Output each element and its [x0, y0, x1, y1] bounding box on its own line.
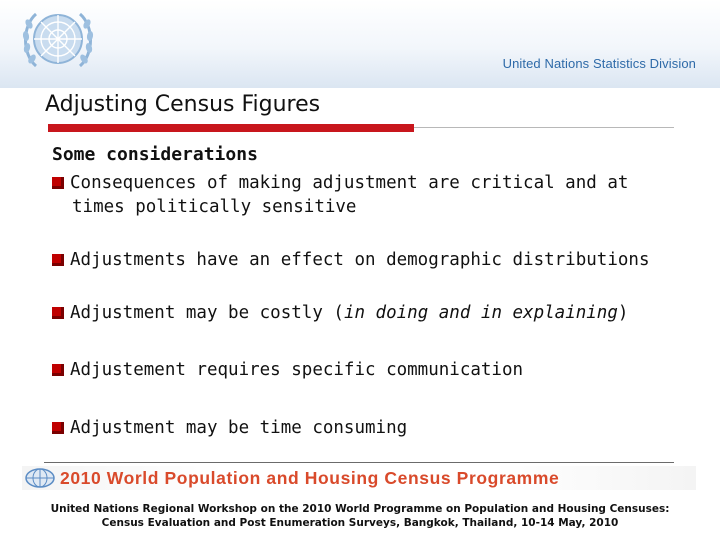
bullet-text-continuation: times politically sensitive: [72, 197, 357, 217]
footer-caption: [0, 502, 720, 530]
bullet-item: [52, 171, 628, 219]
bullet-text-italic: in doing and in explaining: [343, 303, 618, 323]
bullet-text: Adjustment may be time consuming: [70, 418, 408, 438]
square-bullet-icon: [52, 307, 64, 319]
un-emblem-icon: [20, 6, 96, 74]
footer-caption-line-1: United Nations Regional Workshop on the 2010 World Programme on Population and Housing Censuses:: [50, 503, 670, 515]
footer-rule: [44, 462, 674, 463]
bullet-text: Adjustments have an effect on demographic distributions: [70, 250, 650, 270]
bullet-text-suffix: ): [617, 303, 629, 323]
bullet-item: [52, 301, 628, 325]
square-bullet-icon: [52, 177, 64, 189]
bullet-text: Adjustement requires specific communication: [70, 360, 524, 380]
square-bullet-icon: [52, 254, 64, 266]
header-band: [0, 0, 720, 88]
bullet-text: Consequences of making adjustment are critical and at: [70, 173, 629, 193]
footer-caption-line-2: Census Evaluation and Post Enumeration Surveys, Bangkok, Thailand, 10-14 May, 2010: [101, 517, 619, 529]
census-globe-icon: [24, 467, 56, 489]
bullet-text: Adjustment may be costly (: [70, 303, 344, 323]
title-rule-gray: [414, 127, 674, 128]
slide-title: Adjusting Census Figures: [45, 92, 321, 117]
bullet-item: [52, 248, 649, 272]
square-bullet-icon: [52, 422, 64, 434]
bullet-item: [52, 416, 407, 440]
census-programme-banner-text: 2010 World Population and Housing Census Programme: [60, 468, 560, 488]
bullet-item: [52, 358, 523, 382]
section-heading: Some considerations: [52, 144, 258, 165]
square-bullet-icon: [52, 364, 64, 376]
title-rule-red: [48, 124, 414, 132]
division-name: United Nations Statistics Division: [502, 56, 696, 71]
